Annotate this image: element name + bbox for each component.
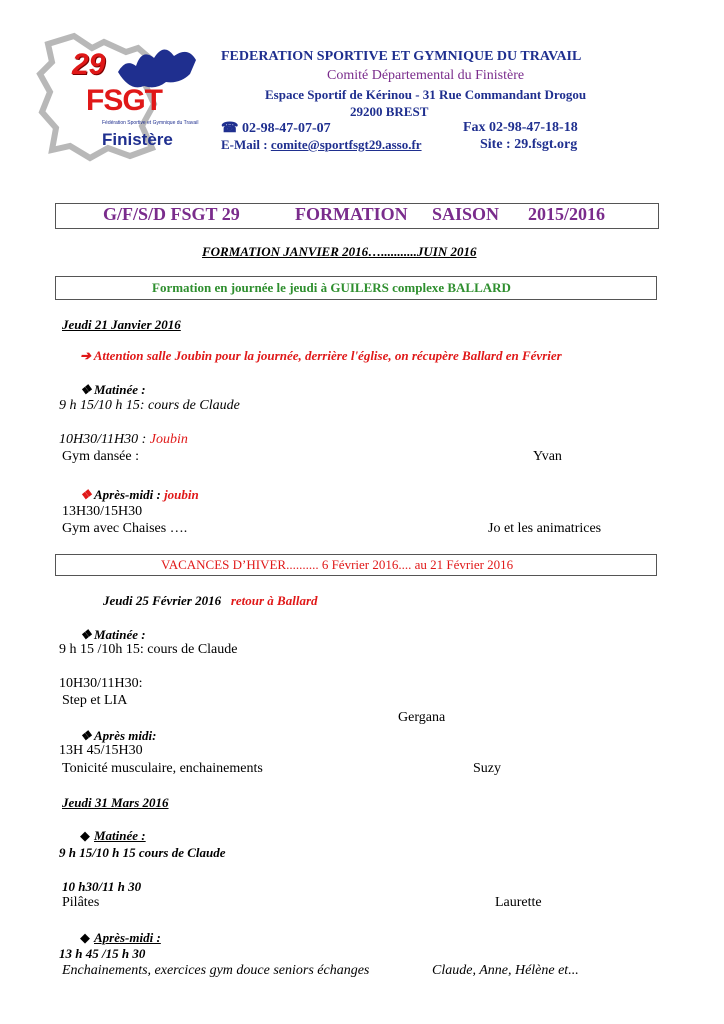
email-label: E-Mail : <box>221 137 271 152</box>
email-line <box>221 137 422 153</box>
title-years: 2015/2016 <box>528 204 606 224</box>
diamond-bullet-icon: ❖ <box>80 382 92 397</box>
title-formation: FORMATION <box>295 204 408 224</box>
title-left: G/F/S/D FSGT 29 <box>103 204 240 224</box>
diamond-bullet-icon: ❖ <box>80 728 92 743</box>
session3-afternoon-label <box>80 930 161 946</box>
slot2-room: Joubin <box>149 432 188 447</box>
session2-afternoon-time: 13H 45/15H30 <box>59 743 143 758</box>
session1-slot2 <box>59 432 188 448</box>
location-text: Formation en journée le jeudi à GUILERS complexe BALLARD <box>152 280 511 295</box>
org-name: FEDERATION SPORTIVE ET GYMNIQUE DU TRAVAIL <box>221 49 582 64</box>
session3-morning-label <box>80 828 146 844</box>
afternoon-label: Après midi: <box>94 728 157 743</box>
session3-morning-time: 9 h 15/10 h 15 cours de Claude <box>59 845 226 860</box>
session1-date: Jeudi 21 Janvier 2016 <box>62 317 181 332</box>
title-season: SAISON <box>432 204 500 224</box>
afternoon-label: Après-midi : <box>94 930 161 945</box>
phone-icon: ☎ <box>221 121 239 136</box>
session2-heading <box>103 593 318 609</box>
session2-afternoon-coach: Suzy <box>473 761 501 776</box>
afternoon-room: joubin <box>164 487 199 502</box>
session3-slot2-activity: Pilâtes <box>62 895 100 910</box>
fsgt-logo <box>34 30 210 166</box>
session2-slot2-activity: Step et LIA <box>62 693 128 708</box>
session1-afternoon-coach: Jo et les animatrices <box>488 521 602 536</box>
committee-name: Comité Départemental du Finistère <box>327 68 525 83</box>
session2-morning-label <box>80 627 146 643</box>
session2-date: Jeudi 25 Février 2016 <box>103 593 222 608</box>
session1-attention <box>80 348 562 364</box>
period: FORMATION JANVIER 2016…...........JUIN 2016 <box>202 244 477 259</box>
slot2-time: 10H30/11H30 : <box>59 432 150 447</box>
logo-brand: FSGT <box>86 84 162 117</box>
morning-label: Matinée : <box>94 627 146 642</box>
session1-afternoon-label <box>80 487 199 503</box>
session1-morning-label <box>80 382 146 398</box>
session1-afternoon-activity: Gym avec Chaises …. <box>62 521 188 536</box>
session1-slot2-activity: Gym dansée : <box>62 449 139 464</box>
session3-slot2-time: 10 h30/11 h 30 <box>62 879 142 894</box>
website[interactable]: Site : 29.fsgt.org <box>480 137 578 152</box>
holiday-text: VACANCES D’HIVER.......... 6 Février 2016.... au 21 Février 2016 <box>161 557 514 572</box>
phone-number: 02-98-47-07-07 <box>241 121 331 136</box>
fax-number: Fax 02-98-47-18-18 <box>463 120 578 135</box>
diamond-bullet-icon: ❖ <box>80 627 92 642</box>
address: Espace Sportif de Kérinou - 31 Rue Commandant Drogou <box>265 87 587 102</box>
afternoon-label: Après-midi : <box>94 487 165 502</box>
logo-subtitle: Fédération Sportive et Gymnique du Travail <box>102 120 199 126</box>
email-link[interactable]: comite@sportfsgt29.asso.fr <box>270 137 422 152</box>
session1-afternoon-time: 13H30/15H30 <box>62 504 143 519</box>
session3-afternoon-activity: Enchainements, exercices gym douce seniors échanges <box>62 963 370 978</box>
phone-line <box>221 120 331 137</box>
session2-morning-time: 9 h 15 /10h 15: cours de Claude <box>59 642 238 657</box>
diamond-bullet-icon: ❖ <box>80 487 92 502</box>
session3-afternoon-time: 13 h 45 /15 h 30 <box>59 946 146 961</box>
session3-date: Jeudi 31 Mars 2016 <box>62 795 169 810</box>
attention-text: Attention salle Joubin pour la journée, derrière l'église, on récupère Ballard en Février <box>93 348 562 363</box>
logo-region: Finistère <box>102 130 173 149</box>
morning-label: Matinée : <box>94 382 146 397</box>
city: 29200 BREST <box>350 104 429 119</box>
session1-slot2-coach: Yvan <box>533 449 562 464</box>
session3-afternoon-coach: Claude, Anne, Hélène et... <box>432 963 579 978</box>
diamond-bullet-icon: ◆ <box>80 828 90 843</box>
logo-number: 29 <box>72 48 106 81</box>
morning-label: Matinée : <box>94 828 146 843</box>
session2-note: retour à Ballard <box>230 593 318 608</box>
session1-morning-time: 9 h 15/10 h 15: cours de Claude <box>59 398 240 413</box>
arrow-icon: ➔ <box>80 348 91 363</box>
session2-slot2-time: 10H30/11H30: <box>59 676 143 691</box>
session2-slot2-coach: Gergana <box>398 710 446 725</box>
diamond-bullet-icon: ◆ <box>80 930 90 945</box>
session2-afternoon-label <box>80 728 156 744</box>
session2-afternoon-activity: Tonicité musculaire, enchainements <box>62 761 263 776</box>
session3-slot2-coach: Laurette <box>495 895 542 910</box>
